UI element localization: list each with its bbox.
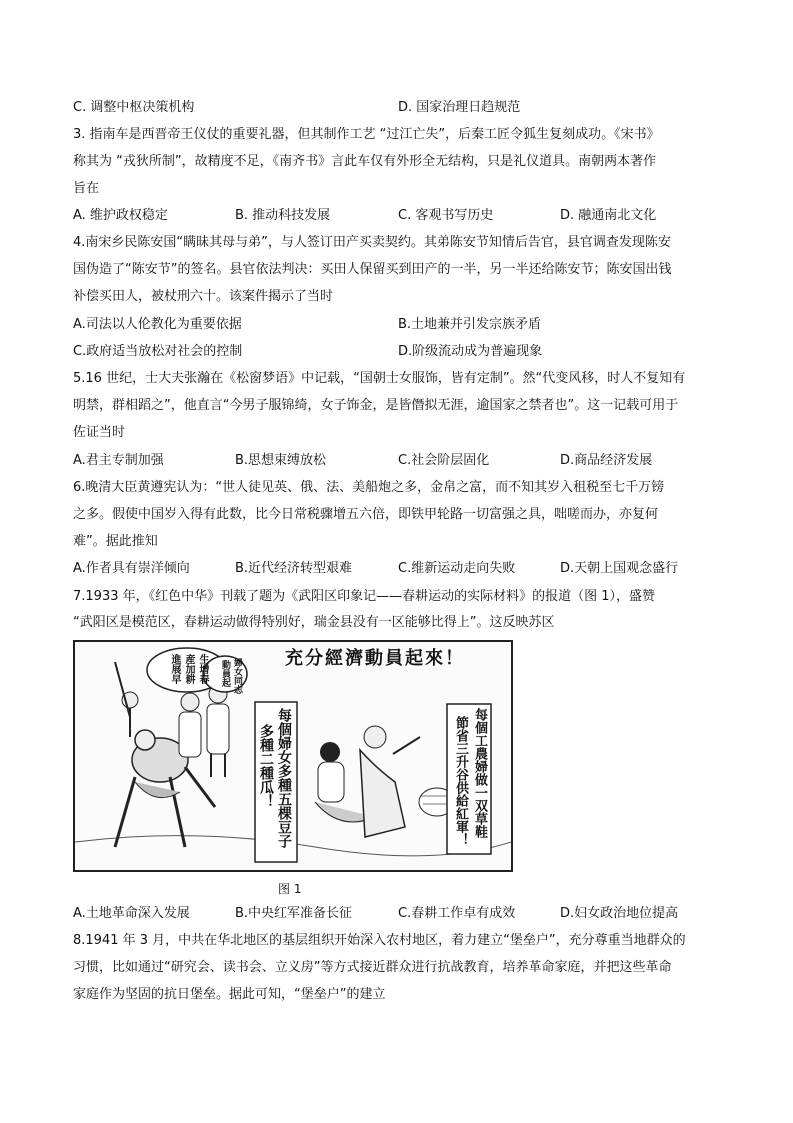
panel-right-text-1: 每個工農婦做一双草鞋 bbox=[472, 708, 487, 838]
q3-option-d: D. 融通南北文化 bbox=[560, 208, 657, 223]
q7-option-c: C.春耕工作卓有成效 bbox=[398, 906, 516, 921]
q7-stem-line-1: 7.1933 年，《红色中华》刊载了题为《武阳区印象记——春耕运动的实际材料》的报道（图 1），盛赞 bbox=[73, 589, 656, 604]
q3-option-a: A. 维护政权稳定 bbox=[73, 208, 168, 223]
bubble-text-5: 動員起 bbox=[220, 660, 230, 687]
q4-option-d: D.阶级流动成为普遍现象 bbox=[398, 344, 543, 359]
q5-option-a: A.君主专制加强 bbox=[73, 453, 164, 468]
q5-option-b: B.思想束缚放松 bbox=[235, 453, 327, 468]
q5-stem-line-3: 佐证当时 bbox=[73, 425, 126, 440]
q5-stem-line-2: 明禁，群相蹈之”，他直言“今男子服锦绮，女子饰金，是皆僭拟无涯，逾国家之禁者也”。这一记载可用于 bbox=[73, 398, 679, 413]
q4-stem-line-1: 4.南宋乡民陈安国“瞒昧其母与弟”，与人签订田产买卖契约。其弟陈安节知情后告官，县官调查发现陈安 bbox=[73, 235, 671, 250]
q8-stem-line-2: 习惯，比如通过“研究会、读书会、立义房”等方式接近群众进行抗战教育，培养革命家庭，并把这些革命 bbox=[73, 960, 672, 975]
q3-option-c: C. 客观书写历史 bbox=[398, 208, 494, 223]
q4-stem-line-2: 国伪造了“陈安节”的签名。县官依法判决：买田人保留买到田产的一半，另一半还给陈安节；陈安国出钱 bbox=[73, 262, 672, 277]
cartoon-banner: 充分經濟動員起來！ bbox=[285, 648, 465, 669]
q7-option-d: D.妇女政治地位提高 bbox=[560, 906, 679, 921]
figure-1-cartoon bbox=[73, 640, 513, 872]
panel-right-text-2: 節省三升谷供給紅軍！ bbox=[453, 716, 468, 846]
q4-option-a: A.司法以人伦教化为重要依据 bbox=[73, 317, 242, 332]
q4-option-c: C.政府适当放松对社会的控制 bbox=[73, 344, 243, 359]
q6-stem-line-2: 之多。假使中国岁入得有此数，比今日常税骤增五六倍，即铁甲轮路一切富强之具，咄嗟而办，亦复何 bbox=[73, 507, 659, 522]
q2-option-d: D. 国家治理日趋规范 bbox=[398, 100, 521, 115]
bubble-text-4: 婦女同志 bbox=[232, 658, 242, 694]
q6-option-b: B.近代经济转型艰难 bbox=[235, 561, 353, 576]
q6-stem-line-3: 难”。据此推知 bbox=[73, 534, 158, 549]
q5-option-d: D.商品经济发展 bbox=[560, 453, 653, 468]
q4-stem-line-3: 补偿买田人，被杖刑六十。该案件揭示了当时 bbox=[73, 289, 334, 304]
figure-caption: 图 1 bbox=[278, 882, 302, 896]
q6-option-c: C.维新运动走向失败 bbox=[398, 561, 516, 576]
q6-option-d: D.天朝上国观念盛行 bbox=[560, 561, 679, 576]
q4-option-b: B.土地兼并引发宗族矛盾 bbox=[398, 317, 542, 332]
q6-stem-line-1: 6.晚清大臣黄遵宪认为：“世人徒见英、俄、法、美船炮之多，金帛之富，而不知其岁入租税至七千万镑 bbox=[73, 480, 665, 495]
q7-option-a: A.土地革命深入发展 bbox=[73, 906, 190, 921]
bubble-text-3: 進展早 bbox=[169, 654, 180, 684]
cartoon-illustration bbox=[75, 642, 511, 870]
q3-stem-line-2: 称其为 “戎狄所制”，故精度不足，《南齐书》言此车仅有外形全无结构，只是礼仪道具。南朝两本著作 bbox=[73, 154, 657, 169]
bubble-text-1: 生增春 bbox=[197, 654, 208, 684]
q3-option-b: B. 推动科技发展 bbox=[235, 208, 331, 223]
panel-left-text-1: 每個婦女多種五棵豆子 bbox=[276, 708, 292, 848]
q5-option-c: C.社会阶层固化 bbox=[398, 453, 490, 468]
bubble-text-2: 産加耕 bbox=[183, 654, 194, 684]
q3-stem-line-1: 3. 指南车是西晋帝王仪仗的重要礼器，但其制作工艺 “过江亡失”，后秦工匠令狐生复刻成功。《宋书》 bbox=[73, 127, 660, 142]
q7-option-b: B.中央红军准备长征 bbox=[235, 906, 353, 921]
q5-stem-line-1: 5.16 世纪，士大夫张瀚在《松窗梦语》中记载，“国朝士女服饰，皆有定制”。然“代变风移，时人不复知有 bbox=[73, 371, 686, 386]
q6-option-a: A.作者具有崇洋倾向 bbox=[73, 561, 190, 576]
q7-stem-line-2: “武阳区是模范区，春耕运动做得特别好，瑞金县没有一区能够比得上”。这反映苏区 bbox=[73, 615, 555, 630]
q2-option-c: C. 调整中枢决策机构 bbox=[73, 100, 195, 115]
q8-stem-line-3: 家庭作为坚固的抗日堡垒。据此可知，“堡垒户”的建立 bbox=[73, 987, 386, 1002]
q8-stem-line-1: 8.1941 年 3 月，中共在华北地区的基层组织开始深入农村地区，着力建立“堡垒户”，充分尊重当地群众的 bbox=[73, 933, 686, 948]
panel-left-text-2: 多種二種瓜！ bbox=[258, 724, 274, 808]
q3-stem-line-3: 旨在 bbox=[73, 181, 100, 196]
